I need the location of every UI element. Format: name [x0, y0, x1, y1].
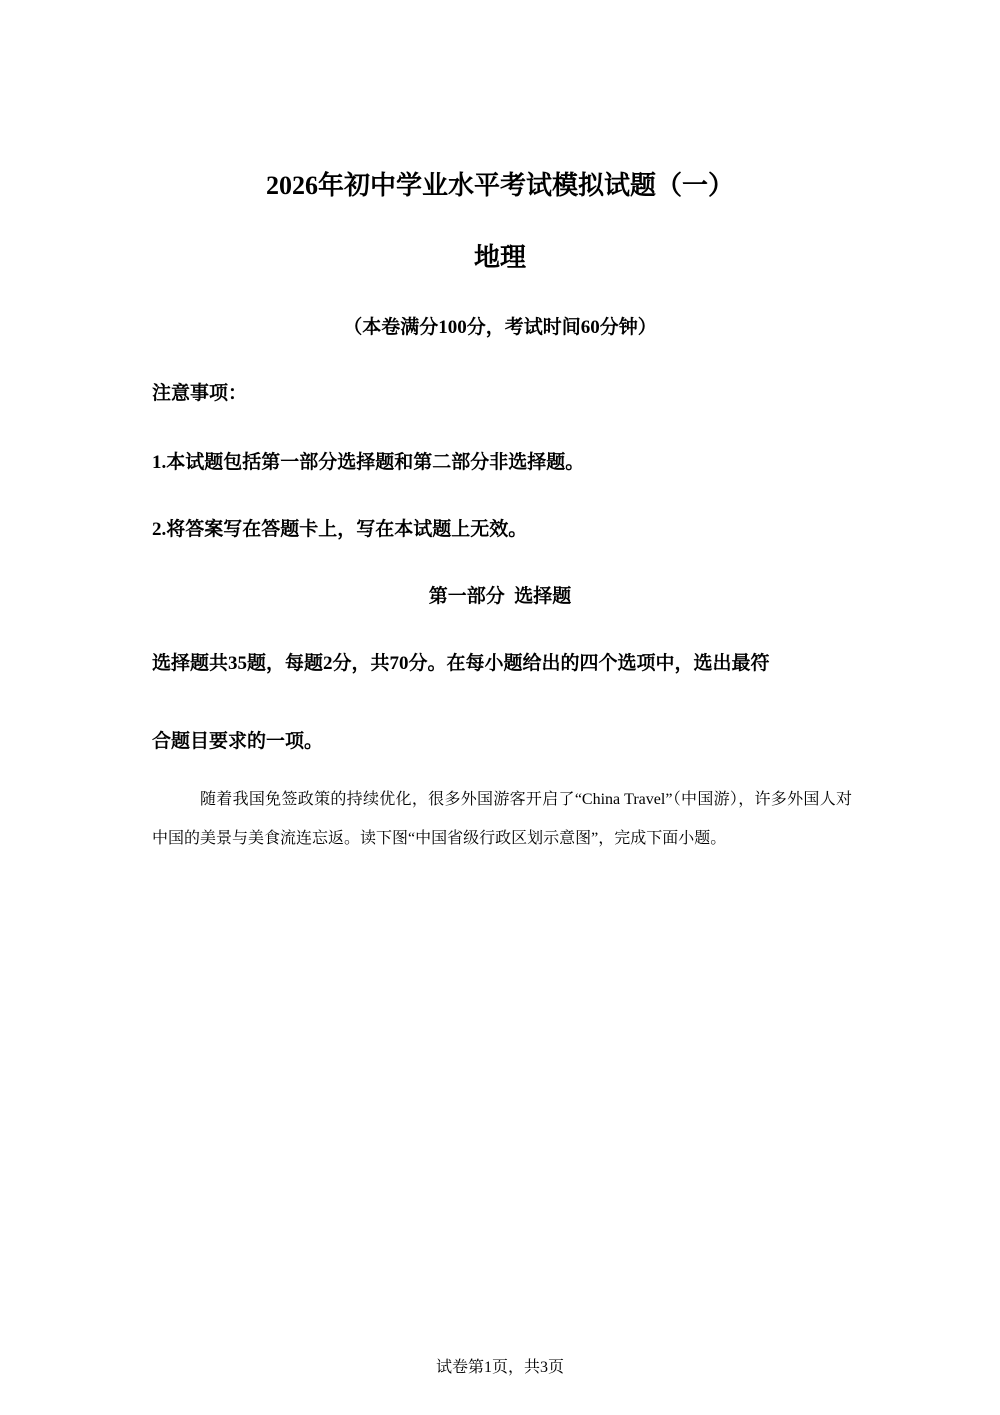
- page-footer: 试卷第1页，共3页: [435, 1359, 564, 1376]
- section-instructions-line-1: 选择题共35题，每题2分，共70分。在每小题给出的四个选项中，选出最符: [152, 653, 770, 674]
- question-passage: 随着我国免签政策的持续优化，很多外国游客开启了“China Travel”（中国游），许多外国人对中国的美景与美食流连忘返。读下图“中国省级行政区划示意图”，完成下面小题。: [152, 791, 852, 847]
- section-instructions-line-2: 合题目要求的一项。: [152, 731, 324, 752]
- score-time-note: （本卷满分100分，考试时间60分钟）: [343, 317, 657, 338]
- exam-title: 2026年初中学业水平考试模拟试题（一）: [265, 171, 734, 200]
- notice-heading: 注意事项：: [152, 383, 248, 404]
- notice-item-2: 2.将答案写在答题卡上，写在本试题上无效。: [152, 519, 528, 540]
- section-title: 第一部分 选择题: [428, 586, 572, 607]
- notice-item-1: 1.本试题包括第一部分选择题和第二部分非选择题。: [152, 452, 585, 473]
- subject-title: 地理: [473, 243, 526, 272]
